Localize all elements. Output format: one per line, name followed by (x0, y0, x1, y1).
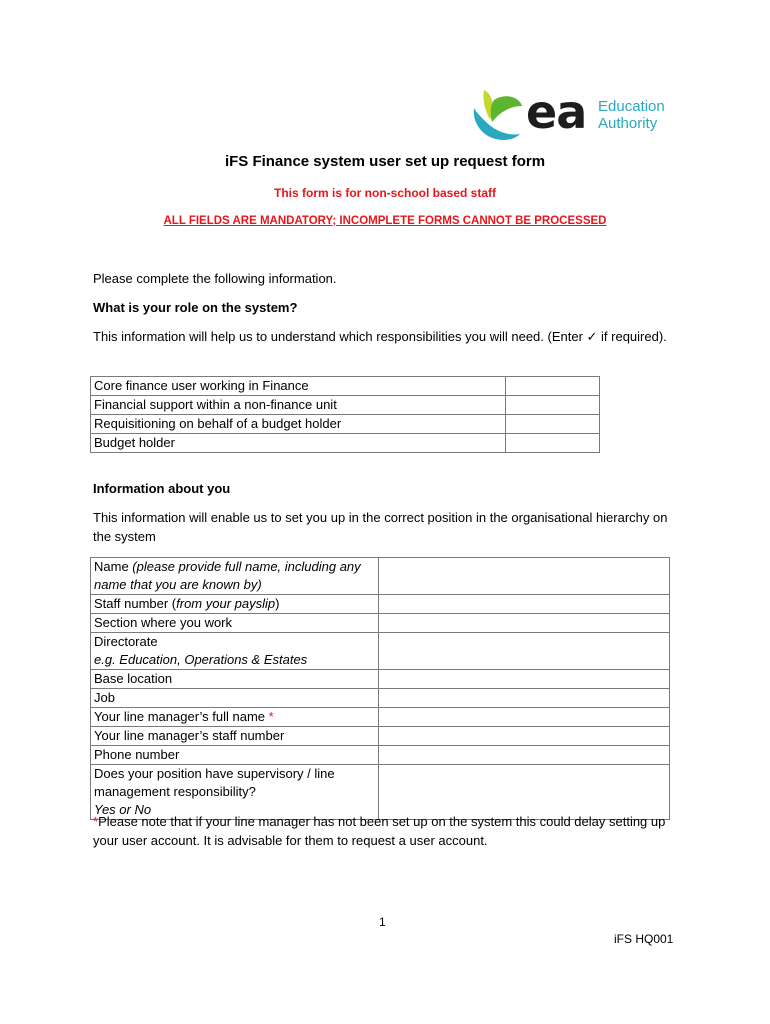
directorate-label: Directorate e.g. Education, Operations & Estates (91, 633, 379, 670)
table-row (91, 558, 670, 595)
role-section-help: This information will help us to understand which responsibilities you will need. (Enter ✓ if required). (93, 329, 667, 344)
role-checkbox-cell[interactable] (506, 434, 600, 453)
staff-number-hint: from your payslip (176, 596, 276, 611)
name-field-hint: (please provide full name, including any name that you are known by) (94, 559, 361, 592)
form-title: iFS Finance system user set up request form (224, 153, 546, 170)
line-manager-note (93, 812, 678, 850)
directorate-hint: e.g. Education, Operations & Estates (94, 652, 308, 667)
table-row (91, 633, 670, 670)
note-text: Please note that if your line manager has not been set up on the system this could delay setting up your user account. It is advisable for them to request a user account. (93, 814, 666, 848)
base-location-input-cell[interactable] (378, 670, 669, 689)
table-row (91, 727, 670, 746)
job-input-cell[interactable] (378, 689, 669, 708)
logo-line-authority: Authority (598, 115, 658, 132)
name-field-label: Name (please provide full name, including any name that you are known by) (91, 558, 379, 595)
directorate-input-cell[interactable] (378, 633, 669, 670)
logo-line-education: Education (598, 98, 665, 115)
line-manager-staff-input-cell[interactable] (378, 727, 669, 746)
table-row (91, 746, 670, 765)
table-row (91, 377, 600, 396)
page-number: 1 (379, 915, 386, 929)
mandatory-notice: ALL FIELDS ARE MANDATORY; INCOMPLETE FORMS CANNOT BE PROCESSED (163, 215, 607, 227)
intro-text: Please complete the following information. (93, 271, 337, 286)
line-manager-name-input-cell[interactable] (378, 708, 669, 727)
role-option-label: Requisitioning on behalf of a budget holder (91, 415, 506, 434)
education-authority-logo (470, 86, 680, 144)
table-row (91, 708, 670, 727)
ea-leaf-mark-icon (470, 86, 526, 144)
table-row (91, 689, 670, 708)
line-manager-staff-label: Your line manager’s staff number (91, 727, 379, 746)
job-label: Job (91, 689, 379, 708)
document-reference: iFS HQ001 (614, 932, 674, 946)
role-option-label: Core finance user working in Finance (91, 377, 506, 396)
personal-info-table (90, 557, 670, 820)
logo-ea-mark: ea (526, 85, 587, 139)
form-subtitle: This form is for non-school based staff (273, 186, 497, 200)
staff-number-label: Staff number (from your payslip) (91, 595, 379, 614)
line-manager-name-label: Your line manager’s full name * (91, 708, 379, 727)
staff-number-input-cell[interactable] (378, 595, 669, 614)
base-location-label: Base location (91, 670, 379, 689)
table-row (91, 396, 600, 415)
required-asterisk: * (268, 709, 274, 724)
table-row (91, 434, 600, 453)
roles-table (90, 376, 600, 453)
table-row (91, 670, 670, 689)
about-section-help: This information will enable us to set you up in the correct position in the organisational hierarchy on the system (93, 510, 668, 544)
phone-number-input-cell[interactable] (378, 746, 669, 765)
role-section-heading: What is your role on the system? (93, 300, 298, 315)
role-option-label: Financial support within a non-finance unit (91, 396, 506, 415)
role-checkbox-cell[interactable] (506, 415, 600, 434)
supervisory-label: Does your position have supervisory / line management responsibility? Yes or No (91, 765, 379, 820)
section-label: Section where you work (91, 614, 379, 633)
about-section-heading: Information about you (93, 481, 231, 496)
role-option-label: Budget holder (91, 434, 506, 453)
name-input-cell[interactable] (378, 558, 669, 595)
note-asterisk: * (93, 814, 99, 829)
role-checkbox-cell[interactable] (506, 396, 600, 415)
phone-number-label: Phone number (91, 746, 379, 765)
table-row (91, 595, 670, 614)
supervisory-hint: Yes or No (94, 802, 152, 817)
logo-org-name (598, 98, 665, 132)
role-checkbox-cell[interactable] (506, 377, 600, 396)
table-row (91, 614, 670, 633)
table-row (91, 415, 600, 434)
section-input-cell[interactable] (378, 614, 669, 633)
